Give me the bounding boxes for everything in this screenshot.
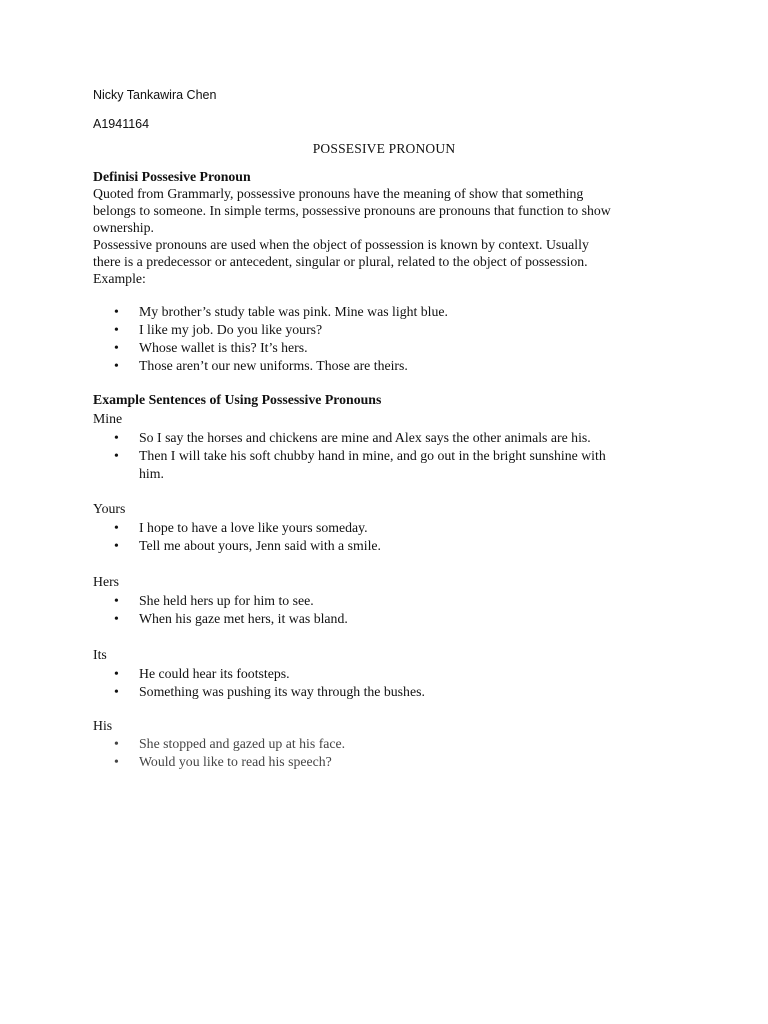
bullet-icon: • — [114, 684, 119, 699]
list-item: • When his gaze met hers, it was bland. — [114, 611, 348, 626]
list-item: • I hope to have a love like yours someday. — [114, 520, 368, 535]
definition-line: Quoted from Grammarly, possessive pronouns have the meaning of show that something — [93, 186, 584, 201]
student-id: A1941164 — [93, 117, 150, 131]
group-label-his: His — [93, 718, 113, 733]
definition-examples-list — [93, 303, 693, 375]
list-item: • She stopped and gazed up at his face. — [114, 736, 346, 751]
list-item: • Those aren’t our new uniforms. Those are theirs. — [114, 358, 408, 373]
group-label-its: Its — [93, 647, 107, 662]
definition-line: ownership. — [93, 220, 154, 235]
sentences-heading: Example Sentences of Using Possessive Pronouns — [93, 392, 382, 407]
bullet-icon: • — [114, 448, 119, 463]
list-item: • My brother’s study table was pink. Mine was light blue. — [114, 304, 448, 319]
bullet-icon: • — [114, 340, 119, 355]
definition-line: Possessive pronouns are used when the object of possession is known by context. Usually — [93, 237, 589, 252]
bullet-icon: • — [114, 736, 119, 751]
list-item: • Then I will take his soft chubby hand in mine, and go out in the bright sunshine with — [114, 448, 606, 463]
definition-line: there is a predecessor or antecedent, singular or plural, related to the object of possession. — [93, 254, 588, 269]
document-title: POSSESIVE PRONOUN — [312, 141, 456, 156]
list-item: • So I say the horses and chickens are mine and Alex says the other animals are his. — [114, 430, 591, 445]
bullet-icon: • — [114, 304, 119, 319]
author-name: Nicky Tankawira Chen — [93, 88, 217, 102]
its-list — [93, 665, 693, 701]
bullet-icon: • — [114, 430, 119, 445]
list-item: • Something was pushing its way through the bushes. — [114, 684, 425, 699]
bullet-icon: • — [114, 538, 119, 553]
bullet-icon: • — [114, 358, 119, 373]
bullet-icon: • — [114, 322, 119, 337]
group-label-mine: Mine — [93, 411, 123, 426]
hers-list — [93, 592, 693, 628]
list-item: • Tell me about yours, Jenn said with a smile. — [114, 538, 381, 553]
definition-line: Example: — [93, 271, 146, 286]
bullet-icon: • — [114, 754, 119, 769]
group-label-yours: Yours — [93, 501, 126, 516]
yours-list — [93, 519, 693, 555]
bullet-icon: • — [114, 593, 119, 608]
definition-line: belongs to someone. In simple terms, possessive pronouns are pronouns that function to show — [93, 203, 611, 218]
his-list — [93, 735, 693, 771]
bullet-icon: • — [114, 520, 119, 535]
list-item: • Whose wallet is this? It’s hers. — [114, 340, 308, 355]
group-label-hers: Hers — [93, 574, 120, 589]
mine-list — [93, 429, 693, 483]
list-item: • Would you like to read his speech? — [114, 754, 332, 769]
bullet-icon: • — [114, 666, 119, 681]
list-item: • He could hear its footsteps. — [114, 666, 290, 681]
definition-heading: Definisi Possesive Pronoun — [93, 169, 251, 184]
list-item-continuation: him. — [139, 466, 164, 481]
definition-section — [93, 168, 693, 287]
bullet-icon: • — [114, 611, 119, 626]
list-item: • She held hers up for him to see. — [114, 593, 314, 608]
list-item: • I like my job. Do you like yours? — [114, 322, 323, 337]
